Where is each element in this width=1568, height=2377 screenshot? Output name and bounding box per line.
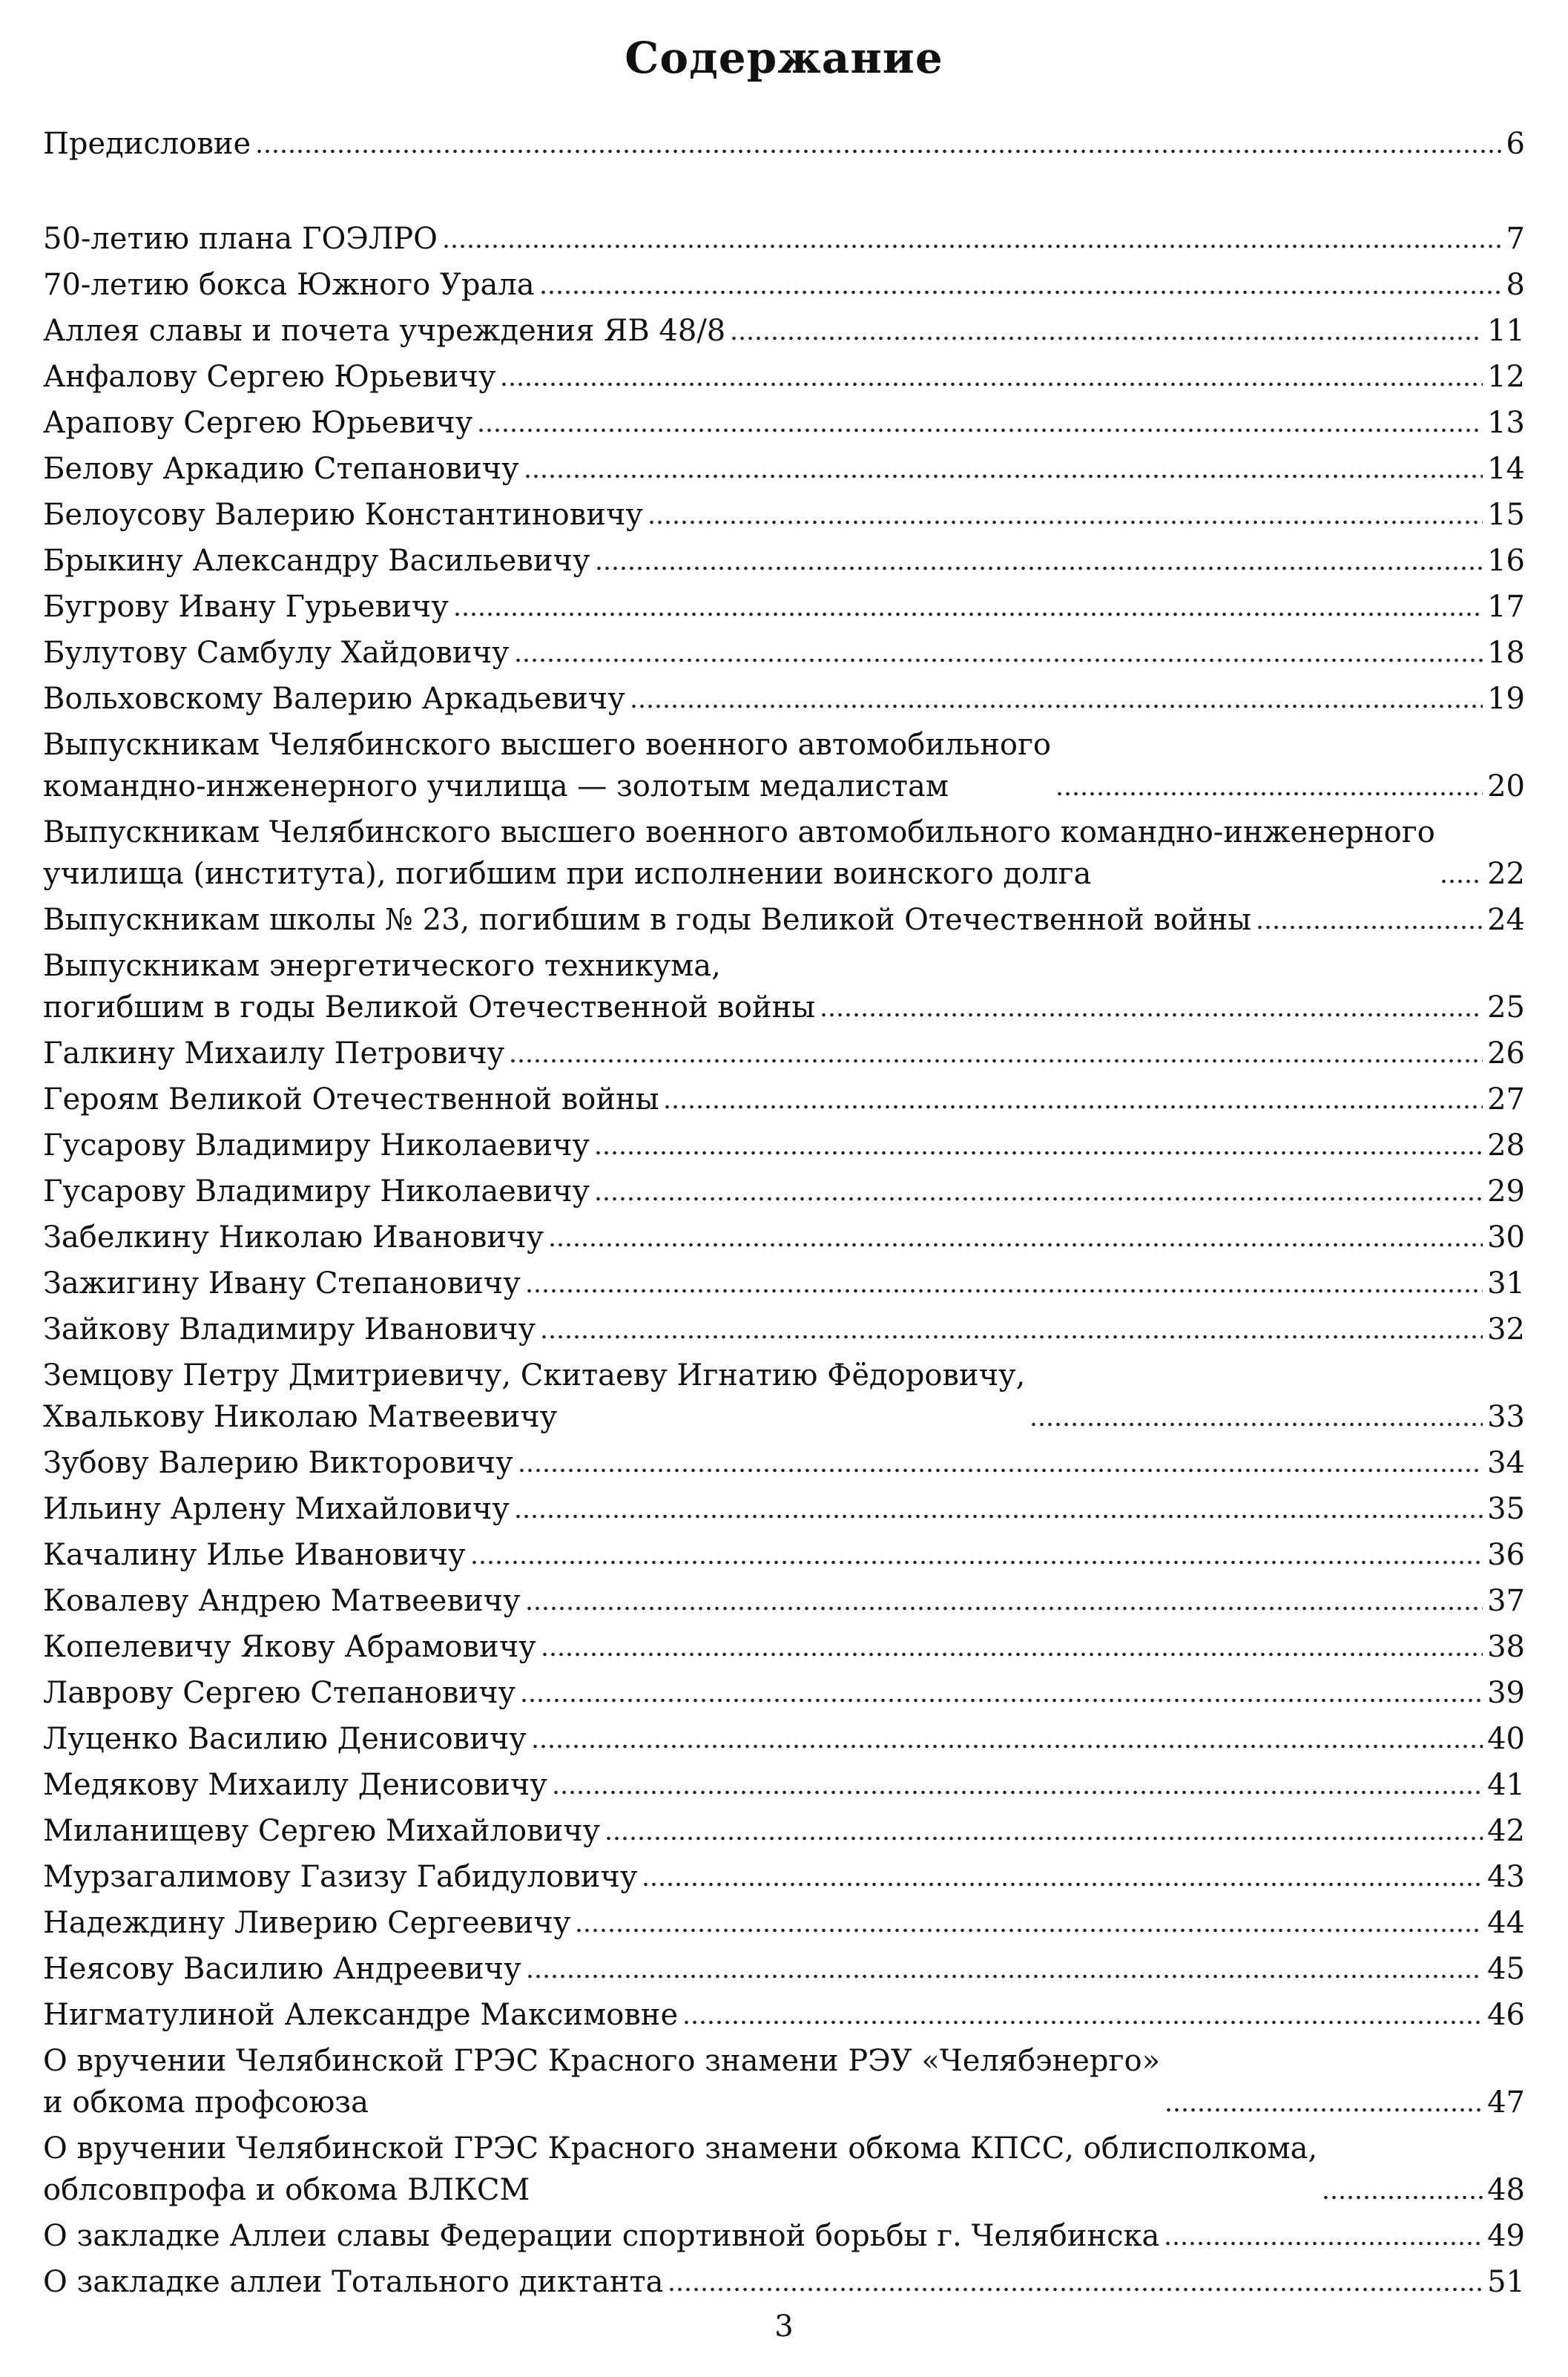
dot-leader <box>1030 1421 1483 1427</box>
toc-entry-page: 12 <box>1487 360 1525 394</box>
toc-entry-page: 15 <box>1487 498 1525 532</box>
dot-leader <box>525 1288 1483 1294</box>
toc-entry-page: 37 <box>1487 1584 1525 1618</box>
toc-entry-page: 8 <box>1506 268 1525 302</box>
toc-entry[interactable] <box>43 1810 1525 1852</box>
toc-entry-title: Выпускникам Челябинского высшего военного автомобильного командно-инженерного училища — золотым медалистам <box>43 728 1051 803</box>
toc-entry[interactable] <box>43 899 1525 941</box>
dot-leader <box>552 1789 1483 1795</box>
toc-entry-title: Зажигину Ивану Степановичу <box>43 1266 521 1301</box>
toc-entry[interactable] <box>43 1355 1525 1438</box>
toc-entry-title: Лаврову Сергею Степановичу <box>43 1676 516 1710</box>
dot-leader <box>442 243 1502 249</box>
toc-entry-title: Качалину Илье Ивановичу <box>43 1538 466 1572</box>
toc-entry-title: Зайкову Владимиру Ивановичу <box>43 1312 536 1347</box>
toc-entry[interactable] <box>43 1672 1525 1714</box>
toc-entry[interactable] <box>43 1948 1525 1990</box>
toc-entry[interactable] <box>43 678 1525 720</box>
toc-entry[interactable] <box>43 945 1525 1028</box>
toc-entry-title: Ильину Арлену Михайловичу <box>43 1492 510 1526</box>
toc-entry-page: 16 <box>1487 544 1525 578</box>
dot-leader <box>518 1467 1483 1473</box>
toc-entry[interactable] <box>43 812 1525 895</box>
toc-entry-title: Предисловие <box>43 127 251 161</box>
toc-entry-title: Героям Великой Отечественной войны <box>43 1082 659 1117</box>
dot-leader <box>477 427 1483 433</box>
toc-entry-page: 33 <box>1487 1400 1525 1434</box>
toc-entry-title: Гусарову Владимиру Николаевичу <box>43 1174 590 1209</box>
toc-entry-page: 51 <box>1487 2265 1525 2299</box>
toc-entry[interactable] <box>43 1079 1525 1120</box>
toc-entry-page: 13 <box>1487 406 1525 440</box>
toc-entry-title: 50-летию плана ГОЭЛРО <box>43 222 438 256</box>
toc-entry[interactable] <box>43 1171 1525 1212</box>
dot-leader <box>453 611 1483 617</box>
toc-entry[interactable] <box>43 310 1525 352</box>
toc-entry[interactable] <box>43 586 1525 628</box>
toc-entry-title: Медякову Михаилу Денисовичу <box>43 1768 547 1802</box>
dot-leader <box>820 1012 1483 1018</box>
toc-entry-page: 36 <box>1487 1538 1525 1572</box>
dot-leader <box>668 2286 1483 2292</box>
toc-entry-title: Гусарову Владимиру Николаевичу <box>43 1128 590 1163</box>
toc-entry-page: 6 <box>1506 127 1525 161</box>
dot-leader <box>575 1927 1483 1933</box>
toc-entry[interactable] <box>43 540 1525 582</box>
toc-entry-page: 49 <box>1487 2219 1525 2253</box>
dot-leader <box>1440 878 1483 884</box>
toc-entry-title: Земцову Петру Дмитриевичу, Скитаеву Игнатию Фёдоровичу, Хвалькову Николаю Матвеевичу <box>43 1358 1026 1434</box>
toc-entry[interactable] <box>43 123 1525 165</box>
toc-entry[interactable] <box>43 1902 1525 1944</box>
toc-entry[interactable] <box>43 1442 1525 1484</box>
toc-entry[interactable] <box>43 2261 1525 2303</box>
toc-entry-page: 17 <box>1487 590 1525 624</box>
toc-entry-page: 28 <box>1487 1128 1525 1163</box>
dot-leader <box>541 1651 1483 1657</box>
toc-entry-title: Надеждину Ливерию Сергеевичу <box>43 1906 571 1940</box>
toc-entry-page: 14 <box>1487 452 1525 486</box>
toc-entry-title: Копелевичу Якову Абрамовичу <box>43 1630 536 1664</box>
dot-leader <box>531 1743 1483 1749</box>
toc-entry[interactable] <box>43 1856 1525 1898</box>
toc-entry-title: Миланищеву Сергею Михайловичу <box>43 1814 601 1848</box>
dot-leader <box>539 289 1502 295</box>
toc-entry[interactable] <box>43 2040 1525 2123</box>
toc-entry[interactable] <box>43 494 1525 536</box>
toc-entry-title: О вручении Челябинской ГРЭС Красного знамени РЭУ «Челябэнерго» и обкома профсоюза <box>43 2044 1161 2120</box>
toc-entry-page: 44 <box>1487 1906 1525 1940</box>
toc-entry-title: Выпускникам Челябинского высшего военного автомобильного командно-инженерного училища (института), погибшим при исполнении воинского долга <box>43 815 1435 891</box>
toc-entry[interactable] <box>43 1033 1525 1074</box>
toc-entry[interactable] <box>43 1718 1525 1760</box>
toc-entry-title: Выпускникам школы № 23, погибшим в годы Великой Отечественной войны <box>43 903 1252 937</box>
toc-entry-page: 41 <box>1487 1768 1525 1802</box>
toc-entry[interactable] <box>43 402 1525 444</box>
toc-entry-page: 19 <box>1487 682 1525 716</box>
toc-entry-page: 32 <box>1487 1312 1525 1347</box>
page-number: 3 <box>774 2309 794 2344</box>
toc-entry[interactable] <box>43 218 1525 260</box>
toc-entry-title: Галкину Михаилу Петровичу <box>43 1036 505 1071</box>
toc-entry-title: Арапову Сергею Юрьевичу <box>43 406 473 440</box>
toc-entry[interactable] <box>43 1217 1525 1258</box>
toc-entry-page: 22 <box>1487 857 1525 891</box>
toc-entry[interactable] <box>43 1263 1525 1304</box>
dot-leader <box>630 703 1483 709</box>
toc-entry[interactable] <box>43 448 1525 490</box>
toc-entry[interactable] <box>43 1534 1525 1576</box>
toc-entry-page: 20 <box>1487 769 1525 803</box>
toc-entry-title: Ковалеву Андрею Матвеевичу <box>43 1584 521 1618</box>
toc-entry-title: Брыкину Александру Васильевичу <box>43 544 590 578</box>
toc-entry[interactable] <box>43 1626 1525 1668</box>
dot-leader <box>1322 2194 1483 2200</box>
toc-entry-page: 47 <box>1487 2085 1525 2120</box>
toc-entry[interactable] <box>43 1125 1525 1166</box>
toc-entry-title: Белоусову Валерию Константиновичу <box>43 498 643 532</box>
toc-entry-title: Анфалову Сергею Юрьевичу <box>43 360 496 394</box>
toc-entry-title: Луценко Василию Денисовичу <box>43 1722 527 1756</box>
toc-entry[interactable] <box>43 724 1525 807</box>
toc-entry-title: Неясову Василию Андреевичу <box>43 1952 521 1986</box>
toc-entry-page: 29 <box>1487 1174 1525 1209</box>
toc-entry-page: 48 <box>1487 2173 1525 2207</box>
toc-entry[interactable] <box>43 264 1525 306</box>
dot-leader <box>1164 2240 1483 2246</box>
table-of-contents <box>43 123 1525 2307</box>
dot-leader <box>500 381 1483 387</box>
dot-leader <box>594 1196 1483 1202</box>
toc-entry-page: 45 <box>1487 1952 1525 1986</box>
toc-entry[interactable] <box>43 1580 1525 1622</box>
toc-entry-page: 40 <box>1487 1722 1525 1756</box>
toc-entry-title: Булутову Самбулу Хайдовичу <box>43 636 510 670</box>
dot-leader <box>642 1881 1483 1887</box>
toc-entry-page: 26 <box>1487 1036 1525 1071</box>
toc-entry-page: 24 <box>1487 903 1525 937</box>
dot-leader <box>682 2019 1483 2025</box>
toc-entry-title: Выпускникам энергетического техникума, погибшим в годы Великой Отечественной войны <box>43 949 816 1025</box>
toc-entry-page: 38 <box>1487 1630 1525 1664</box>
toc-entry[interactable] <box>43 632 1525 674</box>
toc-entry-page: 43 <box>1487 1860 1525 1894</box>
dot-leader <box>514 657 1483 663</box>
dot-leader <box>1055 791 1483 797</box>
toc-entry-title: 70-летию бокса Южного Урала <box>43 268 535 302</box>
toc-entry-page: 18 <box>1487 636 1525 670</box>
toc-entry-title: О вручении Челябинской ГРЭС Красного знамени обкома КПСС, облисполкома, облсовпрофа и обкома ВЛКСМ <box>43 2131 1318 2207</box>
toc-entry-title: Аллея славы и почета учреждения ЯВ 48/8 <box>43 314 726 348</box>
toc-entry[interactable] <box>43 1994 1525 2036</box>
dot-leader <box>525 1605 1483 1611</box>
toc-entry[interactable] <box>43 356 1525 398</box>
dot-leader <box>663 1104 1483 1110</box>
dot-leader <box>1256 924 1483 930</box>
toc-entry[interactable] <box>43 2215 1525 2257</box>
dot-leader <box>605 1835 1483 1841</box>
toc-entry-title: Забелкину Николаю Ивановичу <box>43 1220 544 1255</box>
dot-leader <box>730 335 1483 341</box>
dot-leader <box>524 473 1483 479</box>
toc-entry-title: Бугрову Ивану Гурьевичу <box>43 590 449 624</box>
dot-leader <box>470 1559 1483 1565</box>
toc-entry-title: Белову Аркадию Степановичу <box>43 452 519 486</box>
page-title: Содержание <box>625 33 943 83</box>
toc-entry[interactable] <box>43 1309 1525 1350</box>
toc-entry-title: Нигматулиной Александре Максимовне <box>43 1998 679 2032</box>
toc-entry-title: Мурзагалимову Газизу Габидуловичу <box>43 1860 638 1894</box>
dot-leader <box>514 1513 1483 1519</box>
dot-leader <box>1165 2107 1483 2113</box>
toc-entry-title: О закладке Аллеи славы Федерации спортивной борьбы г. Челябинска <box>43 2219 1160 2253</box>
dot-leader <box>526 1973 1483 1979</box>
dot-leader <box>509 1058 1483 1064</box>
toc-entry-title: Зубову Валерию Викторовичу <box>43 1446 513 1480</box>
toc-entry[interactable] <box>43 1764 1525 1806</box>
dot-leader <box>540 1334 1483 1340</box>
dot-leader <box>548 1242 1483 1248</box>
toc-entry-title: Вольховскому Валерию Аркадьевичу <box>43 682 625 716</box>
toc-entry-page: 25 <box>1487 990 1525 1025</box>
toc-entry-page: 46 <box>1487 1998 1525 2032</box>
toc-entry[interactable] <box>43 2128 1525 2211</box>
toc-entry[interactable] <box>43 1488 1525 1530</box>
toc-entry-title: О закладке аллеи Тотального диктанта <box>43 2265 664 2299</box>
toc-entry-page: 42 <box>1487 1814 1525 1848</box>
dot-leader <box>255 148 1501 154</box>
toc-entry-page: 7 <box>1506 222 1525 256</box>
dot-leader <box>594 1150 1483 1156</box>
dot-leader <box>648 519 1483 525</box>
dot-leader <box>520 1697 1483 1703</box>
toc-entry-page: 34 <box>1487 1446 1525 1480</box>
toc-entry-page: 31 <box>1487 1266 1525 1301</box>
toc-entry-page: 30 <box>1487 1220 1525 1255</box>
toc-entry-page: 39 <box>1487 1676 1525 1710</box>
toc-entry-page: 11 <box>1487 314 1525 348</box>
dot-leader <box>595 565 1483 571</box>
toc-entry-page: 27 <box>1487 1082 1525 1117</box>
toc-entry-page: 35 <box>1487 1492 1525 1526</box>
